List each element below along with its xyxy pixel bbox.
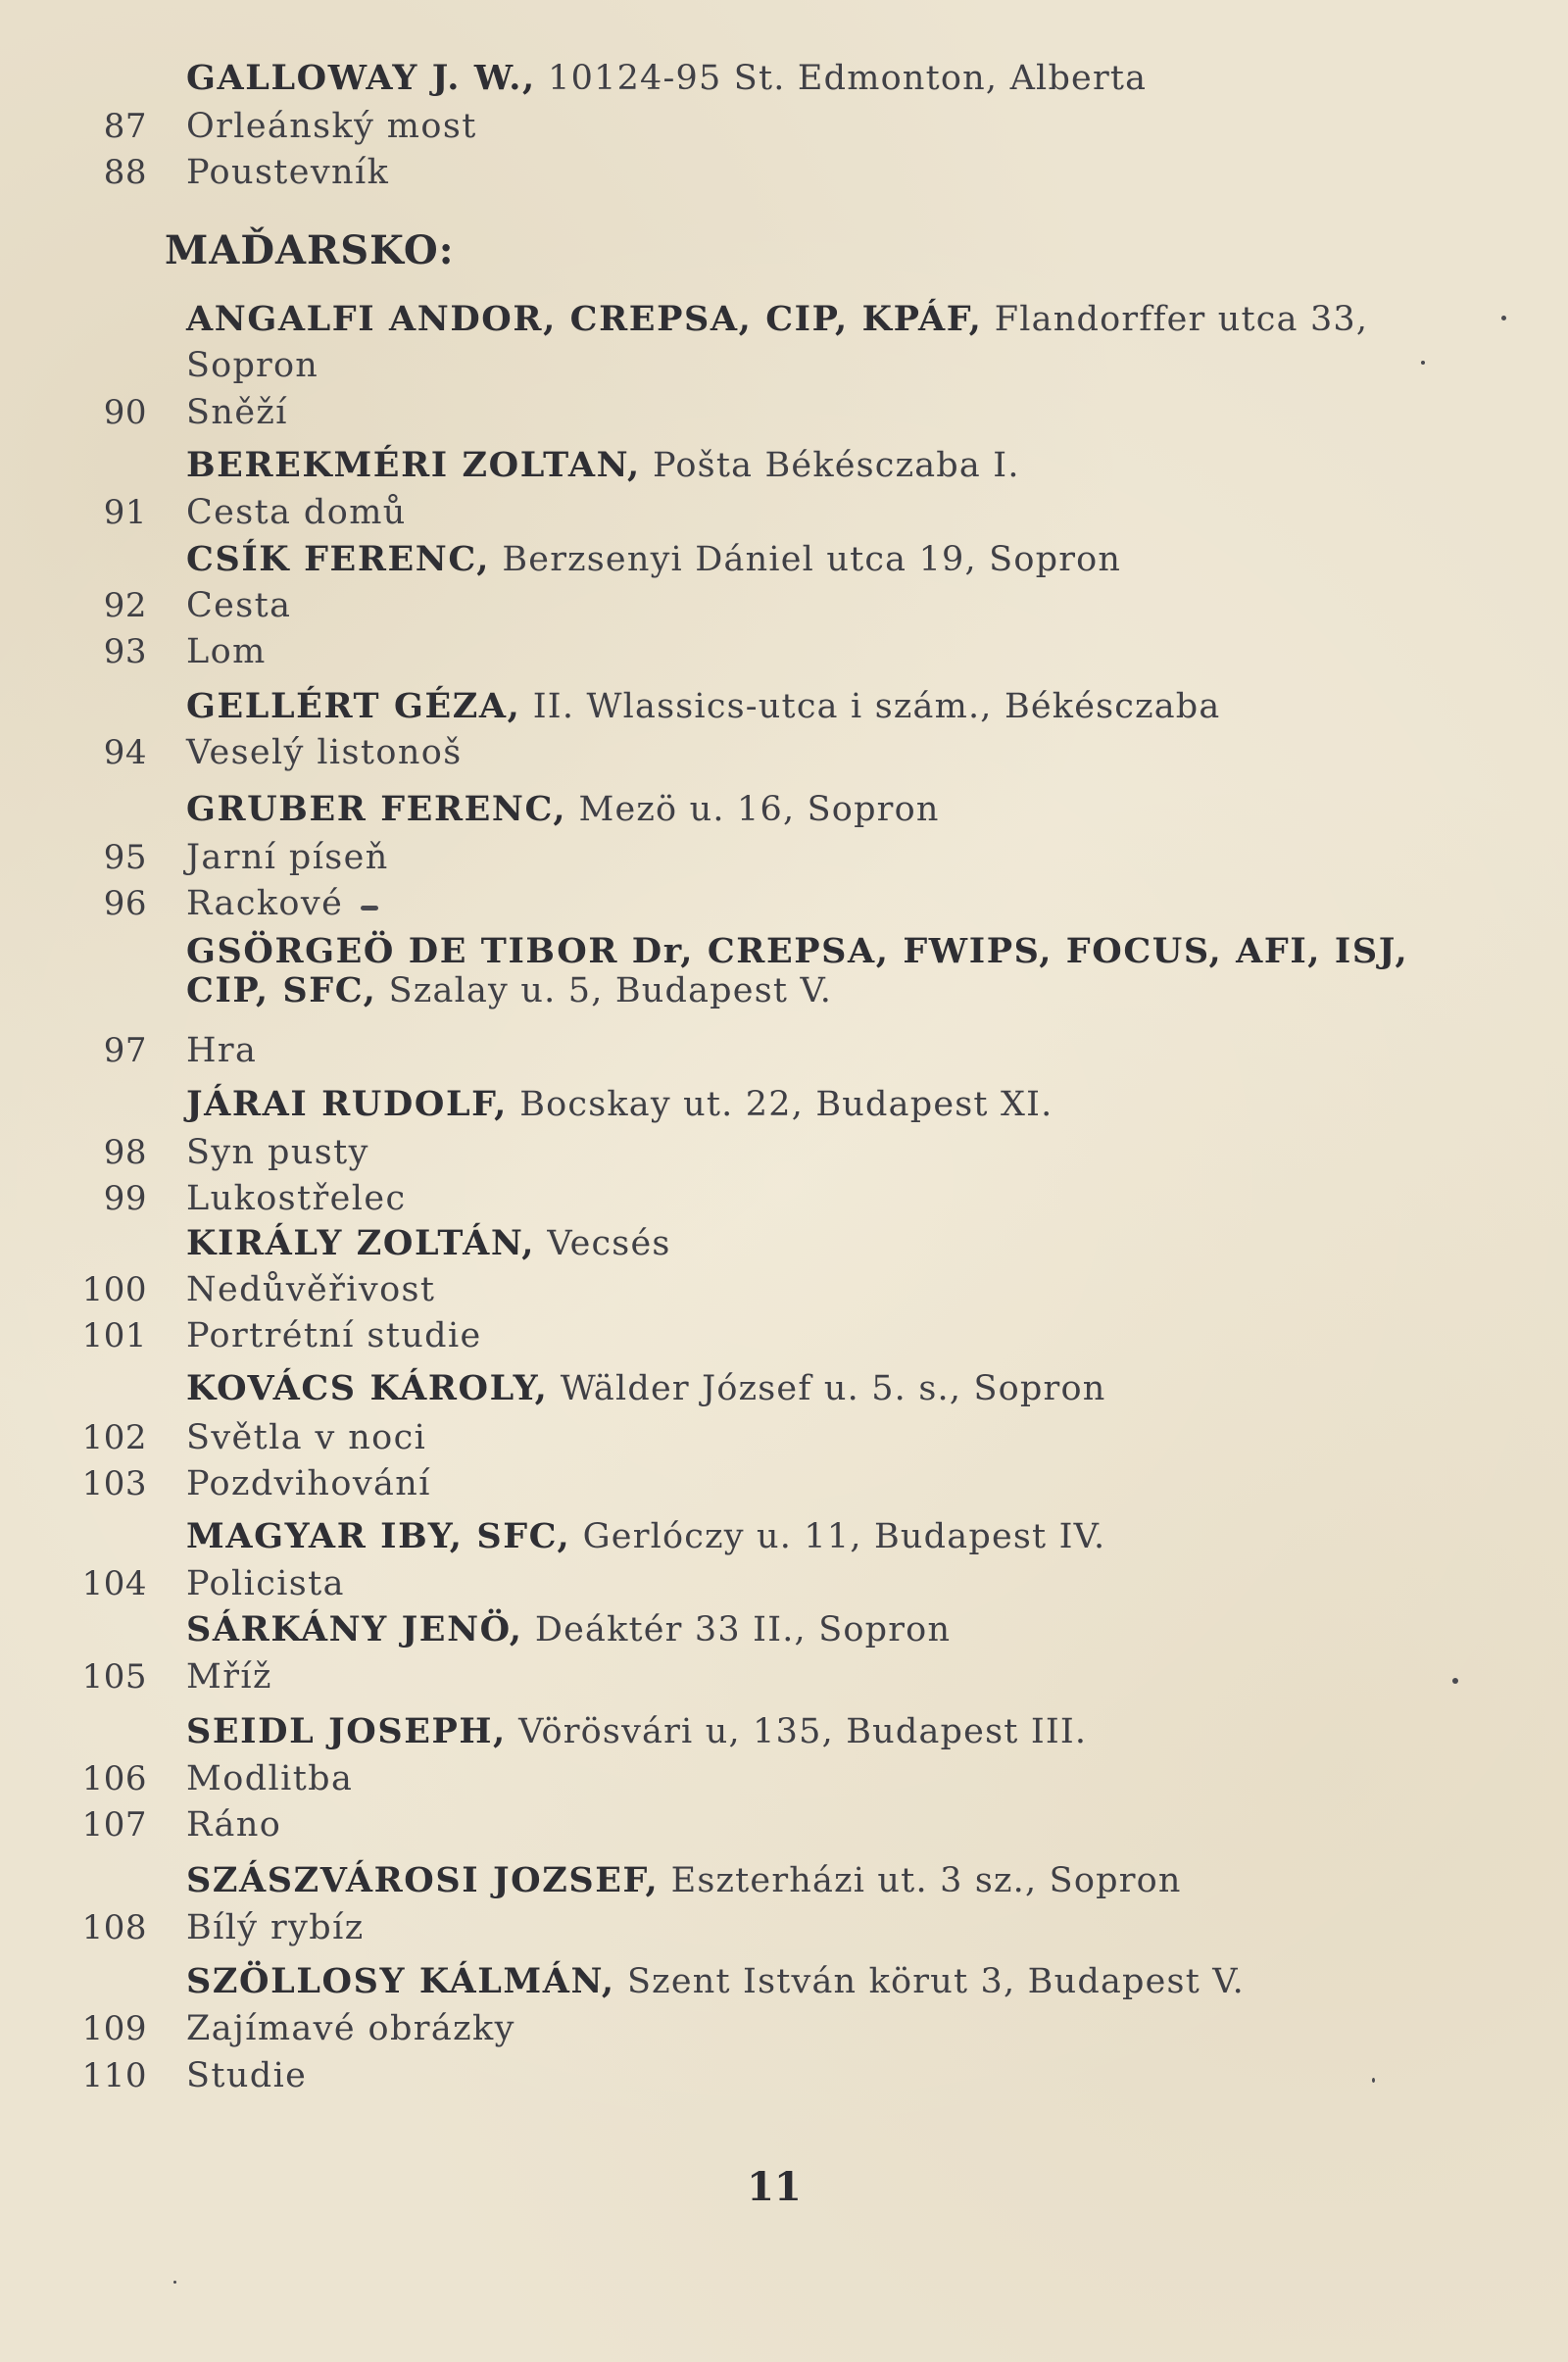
author-line bbox=[186, 1958, 1245, 2005]
item-title: Cesta domů bbox=[186, 493, 407, 532]
author-address: Deáktér 33 II., Sopron bbox=[522, 1610, 952, 1649]
author-entry bbox=[0, 932, 1568, 1026]
author-address: Bocskay ut. 22, Budapest XI. bbox=[507, 1085, 1054, 1124]
paper-speck bbox=[361, 906, 378, 910]
list-item bbox=[0, 1175, 1568, 1222]
author-name: GSÖRGEÖ DE TIBOR Dr, CREPSA, FWIPS, FOCUS, AFI, ISJ, CIP, SFC, bbox=[186, 931, 1409, 1010]
author-entry bbox=[0, 1958, 1568, 2005]
list-item bbox=[0, 1755, 1568, 1802]
list-item bbox=[0, 1312, 1568, 1359]
item-title: Modlitba bbox=[186, 1759, 354, 1798]
list-item bbox=[0, 582, 1568, 629]
paper-speck bbox=[173, 2281, 176, 2284]
author-line bbox=[186, 1081, 1053, 1128]
item-number: 94 bbox=[103, 733, 147, 772]
item-title: Policista bbox=[186, 1564, 345, 1603]
item-number: 107 bbox=[81, 1805, 147, 1845]
author-entry bbox=[0, 1081, 1568, 1128]
paper-speck bbox=[1372, 2078, 1375, 2083]
item-title: Pozdvihování bbox=[186, 1464, 431, 1503]
item-number: 102 bbox=[81, 1418, 147, 1457]
item-title: Syn pusty bbox=[186, 1133, 369, 1172]
author-name: KOVÁCS KÁROLY, bbox=[186, 1368, 549, 1408]
author-name: GRUBER FERENC, bbox=[186, 789, 567, 829]
list-item bbox=[0, 103, 1568, 150]
item-number: 108 bbox=[81, 1908, 147, 1947]
author-name: GELLÉRT GÉZA, bbox=[186, 686, 521, 726]
list-item bbox=[0, 628, 1568, 675]
list-item bbox=[0, 1653, 1568, 1700]
author-entry bbox=[0, 1220, 1568, 1267]
author-entry bbox=[0, 1857, 1568, 1904]
author-address: Szent István körut 3, Budapest V. bbox=[614, 1962, 1245, 2001]
author-name: GALLOWAY J. W., bbox=[186, 58, 536, 98]
item-title: Portrétní studie bbox=[186, 1316, 482, 1355]
list-item bbox=[0, 1560, 1568, 1607]
list-item bbox=[0, 1904, 1568, 1951]
author-line bbox=[186, 786, 940, 833]
author-entry bbox=[0, 442, 1568, 489]
list-item bbox=[0, 2005, 1568, 2052]
author-address: Eszterházi ut. 3 sz., Sopron bbox=[659, 1861, 1182, 1900]
item-number: 90 bbox=[103, 393, 147, 432]
author-line bbox=[186, 1365, 1105, 1412]
list-item bbox=[0, 389, 1568, 436]
list-item bbox=[0, 1460, 1568, 1507]
list-item bbox=[0, 2052, 1568, 2099]
author-line bbox=[186, 296, 1431, 389]
item-number: 110 bbox=[81, 2056, 147, 2095]
item-title: Rackové bbox=[186, 884, 344, 923]
list-item bbox=[0, 1129, 1568, 1176]
author-entry bbox=[0, 1513, 1568, 1560]
author-name: SZÖLLOSY KÁLMÁN, bbox=[186, 1961, 615, 2001]
item-number: 103 bbox=[81, 1464, 147, 1503]
list-item bbox=[0, 834, 1568, 881]
author-name: ANGALFI ANDOR, CREPSA, CIP, KPÁF, bbox=[186, 299, 983, 339]
author-address: Pošta Békésczaba I. bbox=[640, 446, 1020, 485]
item-title: Orleánský most bbox=[186, 107, 477, 146]
author-entry bbox=[0, 55, 1568, 102]
item-number: 101 bbox=[81, 1316, 147, 1355]
list-item bbox=[0, 1266, 1568, 1313]
item-title: Lom bbox=[186, 632, 267, 671]
author-line bbox=[186, 1857, 1182, 1904]
item-title: Poustevník bbox=[186, 153, 390, 192]
author-line bbox=[186, 932, 1431, 1010]
item-number: 93 bbox=[103, 632, 147, 671]
author-address: Vörösvári u, 135, Budapest III. bbox=[506, 1712, 1088, 1751]
item-title: Mříž bbox=[186, 1657, 272, 1697]
author-entry bbox=[0, 296, 1568, 390]
author-line bbox=[186, 1513, 1105, 1560]
author-name: BEREKMÉRI ZOLTAN, bbox=[186, 445, 641, 485]
item-number: 109 bbox=[81, 2009, 147, 2048]
author-address: Vecsés bbox=[535, 1224, 671, 1263]
item-number: 106 bbox=[81, 1759, 147, 1798]
paper-speck bbox=[1452, 1678, 1458, 1684]
item-number: 104 bbox=[81, 1564, 147, 1603]
list-item bbox=[0, 729, 1568, 776]
item-title: Sněží bbox=[186, 393, 288, 432]
author-address: II. Wlassics-utca i szám., Békésczaba bbox=[520, 687, 1221, 726]
section-title: MAĎARSKO: bbox=[165, 227, 455, 273]
author-line bbox=[186, 1606, 951, 1653]
author-line bbox=[186, 536, 1121, 583]
item-title: Studie bbox=[186, 2056, 308, 2095]
item-number: 99 bbox=[103, 1179, 147, 1218]
item-number: 92 bbox=[103, 586, 147, 625]
list-item bbox=[0, 149, 1568, 196]
author-address: Berzsenyi Dániel utca 19, Sopron bbox=[490, 540, 1122, 579]
item-number: 100 bbox=[81, 1270, 147, 1309]
item-title: Cesta bbox=[186, 586, 292, 625]
author-name: SZÁSZVÁROSI JOZSEF, bbox=[186, 1860, 660, 1900]
list-item bbox=[0, 1414, 1568, 1461]
author-entry bbox=[0, 683, 1568, 730]
author-line bbox=[186, 55, 1147, 102]
page-number: 11 bbox=[747, 2164, 802, 2210]
author-line bbox=[186, 1708, 1087, 1755]
author-address: Gerlóczy u. 11, Budapest IV. bbox=[570, 1517, 1106, 1556]
author-entry bbox=[0, 536, 1568, 583]
author-address: Szalay u. 5, Budapest V. bbox=[376, 971, 833, 1010]
item-title: Lukostřelec bbox=[186, 1179, 407, 1218]
item-title: Zajímavé obrázky bbox=[186, 2009, 515, 2048]
author-line bbox=[186, 1220, 671, 1267]
item-number: 95 bbox=[103, 838, 147, 877]
author-entry bbox=[0, 786, 1568, 833]
author-entry bbox=[0, 1708, 1568, 1755]
item-number: 87 bbox=[103, 107, 147, 146]
author-name: SEIDL JOSEPH, bbox=[186, 1711, 507, 1751]
list-item bbox=[0, 1801, 1568, 1848]
author-entry bbox=[0, 1606, 1568, 1653]
author-name: SÁRKÁNY JENÖ, bbox=[186, 1609, 523, 1649]
item-title: Bílý rybíz bbox=[186, 1908, 365, 1947]
item-title: Veselý listonoš bbox=[186, 733, 463, 772]
author-name: MAGYAR IBY, SFC, bbox=[186, 1516, 571, 1556]
author-line bbox=[186, 683, 1220, 730]
item-title: Nedůvěřivost bbox=[186, 1270, 436, 1309]
item-title: Ráno bbox=[186, 1805, 282, 1845]
list-item bbox=[0, 880, 1568, 927]
list-item bbox=[0, 1027, 1568, 1074]
author-address: 10124-95 St. Edmonton, Alberta bbox=[535, 59, 1148, 98]
item-number: 98 bbox=[103, 1133, 147, 1172]
author-address: Wälder József u. 5. s., Sopron bbox=[548, 1369, 1106, 1408]
author-address: Flandorffer utca 33, Sopron bbox=[186, 300, 1369, 385]
item-title: Světla v noci bbox=[186, 1418, 427, 1457]
author-address: Mezö u. 16, Sopron bbox=[566, 790, 940, 829]
paper-speck bbox=[1421, 361, 1425, 365]
item-number: 96 bbox=[103, 884, 147, 923]
item-title: Jarní píseň bbox=[186, 838, 389, 877]
item-number: 91 bbox=[103, 493, 147, 532]
author-name: CSÍK FERENC, bbox=[186, 539, 491, 579]
item-title: Hra bbox=[186, 1031, 258, 1070]
list-item bbox=[0, 489, 1568, 536]
item-number: 105 bbox=[81, 1657, 147, 1697]
author-name: KIRÁLY ZOLTÁN, bbox=[186, 1223, 535, 1263]
author-line bbox=[186, 442, 1020, 489]
author-name: JÁRAI RUDOLF, bbox=[186, 1084, 508, 1124]
author-entry bbox=[0, 1365, 1568, 1412]
paper-speck bbox=[1501, 316, 1506, 320]
item-number: 97 bbox=[103, 1031, 147, 1070]
item-number: 88 bbox=[103, 153, 147, 192]
